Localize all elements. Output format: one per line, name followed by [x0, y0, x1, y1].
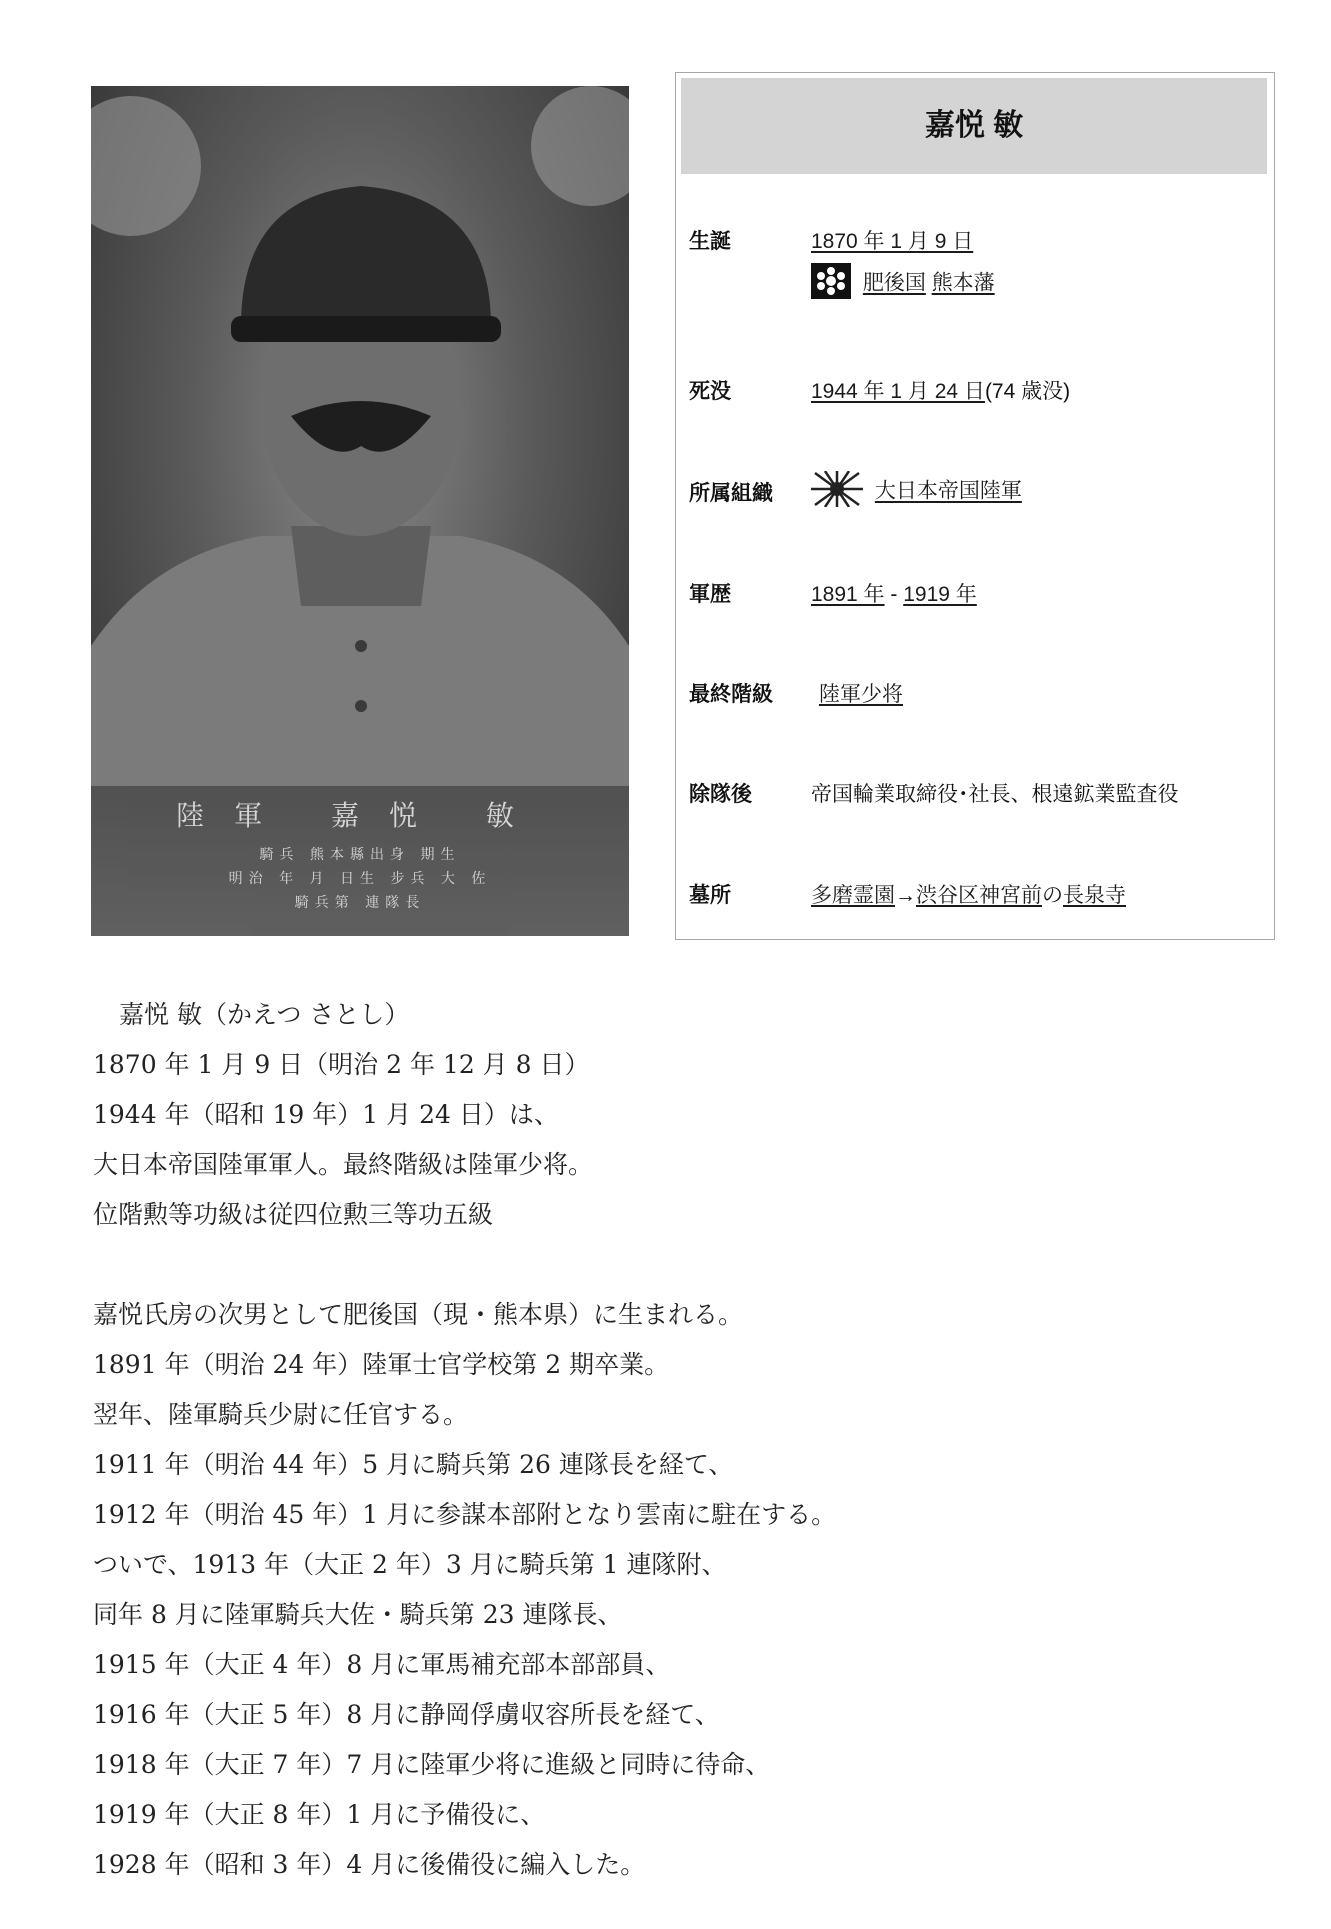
row-key: 所属組織: [689, 482, 773, 505]
infobox-row-service-years: [689, 578, 1264, 618]
body-line: 位階勲等功級は従四位勲三等功五級: [93, 1200, 494, 1229]
body-line: 嘉悦氏房の次男として肥後国（現・熊本県）に生まれる。: [93, 1300, 744, 1329]
paragraph-gap: [93, 1240, 1243, 1290]
photo-caption-line: 騎兵 熊本縣出身 期生: [259, 847, 461, 863]
body-line: 大日本帝国陸軍軍人。最終階級は陸軍少将。: [93, 1150, 594, 1179]
body-line: 同年 8 月に陸軍騎兵大佐・騎兵第 23 連隊長、: [93, 1600, 623, 1629]
service-separator: -: [884, 583, 904, 606]
photo-caption-line: 陸軍 嘉悦 敏: [176, 799, 544, 832]
infobox-title: 嘉悦 敏: [681, 78, 1267, 174]
body-line: 1916 年（大正 5 年）8 月に静岡俘虜収容所長を経て、: [93, 1700, 720, 1729]
after-service-value: 帝国輪業取締役･社長、根遠鉱業監査役: [811, 783, 1179, 806]
kumamoto-crest-icon: [811, 263, 851, 305]
infobox-row-birth: [689, 225, 1264, 305]
birthplace-province-link[interactable]: 肥後国: [862, 271, 926, 295]
grave-particle: の: [1042, 884, 1063, 907]
body-line: 1870 年 1 月 9 日（明治 2 年 12 月 8 日）: [93, 1050, 590, 1079]
grave-temple-link[interactable]: 長泉寺: [1063, 884, 1126, 907]
row-key: 生誕: [689, 230, 731, 253]
body-line: 1928 年（昭和 3 年）4 月に後備役に編入した。: [93, 1850, 646, 1879]
organization-link[interactable]: 大日本帝国陸軍: [874, 479, 1022, 503]
body-line: ついで、1913 年（大正 2 年）3 月に騎兵第 1 連隊附、: [93, 1550, 727, 1579]
death-age: (74 歳没): [984, 380, 1071, 403]
row-key: 墓所: [689, 884, 731, 907]
body-line: 1891 年（明治 24 年）陸軍士官学校第 2 期卒業。: [93, 1350, 670, 1379]
body-line: 1912 年（明治 45 年）1 月に参謀本部附となり雲南に駐在する。: [93, 1500, 837, 1529]
infobox-row-death: [689, 375, 1264, 415]
infobox-row-after-service: [689, 778, 1264, 818]
infobox-row-organization: [689, 471, 1264, 521]
infobox-row-grave: [689, 879, 1264, 919]
photo-caption-line: 明治 年 月 日生 步兵 大 佐: [228, 871, 492, 887]
body-line: 1918 年（大正 7 年）7 月に陸軍少将に進級と同時に待命、: [93, 1750, 771, 1779]
photo-caption-line: 騎兵第 連隊長: [294, 895, 426, 911]
birthplace-domain-link[interactable]: 熊本藩: [931, 271, 995, 295]
row-key: 軍歴: [689, 583, 731, 606]
body-line: 1915 年（大正 4 年）8 月に軍馬補充部本部部員、: [93, 1650, 671, 1679]
portrait-photo: [91, 86, 629, 936]
service-end-link[interactable]: 1919 年: [903, 583, 977, 606]
body-line: 嘉悦 敏（かえつ さとし）: [119, 1000, 410, 1029]
grave-cemetery-link[interactable]: 多磨霊園: [811, 884, 895, 907]
body-line: 1911 年（明治 44 年）5 月に騎兵第 26 連隊長を経て、: [93, 1450, 734, 1479]
service-start-link[interactable]: 1891 年: [811, 583, 885, 606]
grave-arrow: →: [895, 884, 916, 907]
body-line: 1944 年（昭和 19 年）1 月 24 日）は、: [93, 1100, 559, 1129]
death-date-link[interactable]: 1944 年 1 月 24 日: [811, 380, 985, 403]
infobox-row-final-rank: [689, 678, 1264, 718]
row-key: 最終階級: [689, 683, 773, 706]
row-key: 死没: [689, 380, 731, 403]
photo-caption: [91, 786, 629, 936]
birth-date-link[interactable]: 1870 年 1 月 9 日: [811, 230, 974, 253]
infobox: [675, 72, 1275, 940]
rising-sun-flag-icon: [811, 471, 863, 513]
grave-ward-link[interactable]: 渋谷区神宮前: [916, 884, 1042, 907]
biography-text: [93, 990, 1243, 1890]
body-line: 1919 年（大正 8 年）1 月に予備役に、: [93, 1800, 546, 1829]
final-rank-link[interactable]: 陸軍少将: [819, 683, 903, 706]
body-line: 翌年、陸軍騎兵少尉に任官する。: [93, 1400, 469, 1429]
row-key: 除隊後: [689, 783, 752, 806]
